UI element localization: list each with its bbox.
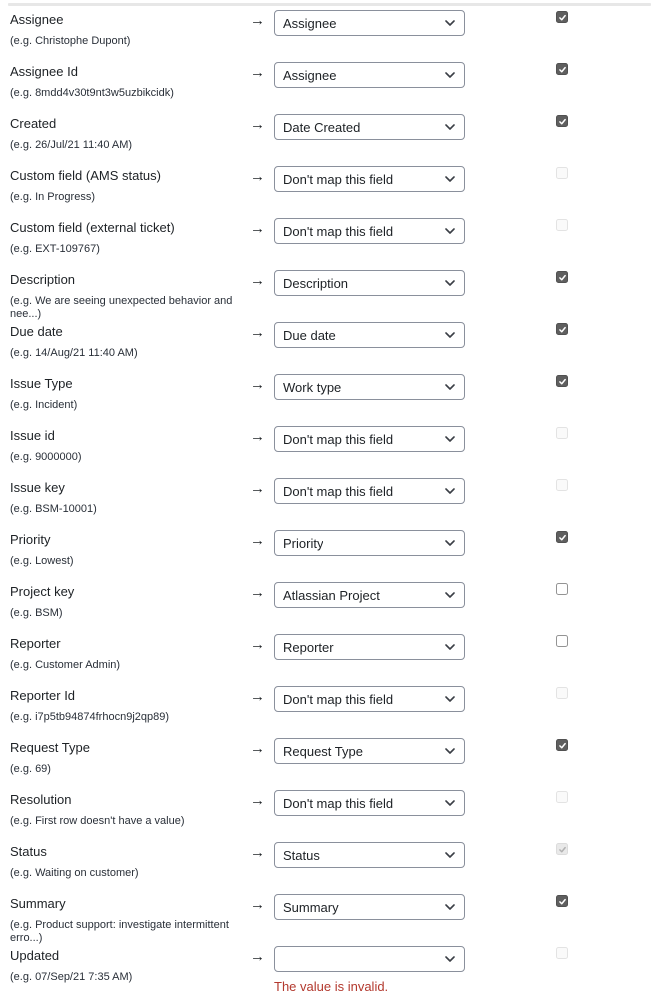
mapping-cell xyxy=(274,476,465,504)
include-field-checkbox xyxy=(556,791,568,803)
checkbox-cell xyxy=(556,60,568,75)
field-example: (e.g. 14/Aug/21 11:40 AM) xyxy=(10,347,138,359)
include-field-checkbox[interactable] xyxy=(556,271,568,283)
include-field-checkbox[interactable] xyxy=(556,115,568,127)
checkbox-cell xyxy=(556,216,568,231)
field-mapping-list xyxy=(0,8,659,996)
mapping-select[interactable] xyxy=(274,686,465,712)
include-field-checkbox[interactable] xyxy=(556,375,568,387)
field-mapping-row xyxy=(10,476,649,528)
checkbox-cell xyxy=(556,268,568,283)
checkbox-cell xyxy=(556,424,568,439)
chevron-down-icon xyxy=(445,800,455,806)
chevron-down-icon xyxy=(445,644,455,650)
include-field-checkbox xyxy=(556,219,568,231)
field-mapping-row xyxy=(10,320,649,372)
mapping-select-value: Don't map this field xyxy=(283,795,394,811)
include-field-checkbox xyxy=(556,167,568,179)
include-field-checkbox xyxy=(556,947,568,959)
mapping-select-value: Work type xyxy=(283,379,342,395)
mapping-select-value: Don't map this field xyxy=(283,171,394,187)
field-example: (e.g. 8mdd4v30t9nt3w5uzbikcidk) xyxy=(10,87,174,99)
arrow-right-icon: → xyxy=(250,272,265,289)
field-mapping-row xyxy=(10,632,649,684)
chevron-down-icon xyxy=(445,748,455,754)
field-name: Custom field (external ticket) xyxy=(10,220,175,235)
mapping-select-value: Status xyxy=(283,847,320,863)
mapping-select-value: Summary xyxy=(283,899,339,915)
top-divider xyxy=(8,3,651,6)
arrow-right-icon: → xyxy=(250,12,265,29)
chevron-down-icon xyxy=(445,124,455,130)
field-info xyxy=(10,528,250,568)
mapping-select[interactable] xyxy=(274,842,465,868)
mapping-select[interactable] xyxy=(274,478,465,504)
field-example: (e.g. BSM-10001) xyxy=(10,503,97,515)
checkbox-cell xyxy=(556,736,568,751)
field-name: Project key xyxy=(10,584,75,599)
field-info xyxy=(10,892,250,945)
field-name: Created xyxy=(10,116,57,131)
field-info xyxy=(10,788,250,828)
chevron-down-icon xyxy=(445,280,455,286)
field-example: (e.g. Product support: investigate intermittent erro...) xyxy=(10,919,229,944)
field-example: (e.g. Customer Admin) xyxy=(10,659,121,671)
mapping-select-value: Atlassian Project xyxy=(283,587,380,603)
field-mapping-row xyxy=(10,60,649,112)
field-mapping-row xyxy=(10,788,649,840)
arrow-right-icon: → xyxy=(250,220,265,237)
field-example: (e.g. Lowest) xyxy=(10,555,74,567)
mapping-select[interactable] xyxy=(274,894,465,920)
mapping-cell xyxy=(274,944,465,994)
include-field-checkbox xyxy=(556,479,568,491)
mapping-cell xyxy=(274,892,465,920)
arrow-right-icon: → xyxy=(250,116,265,133)
mapping-cell xyxy=(274,60,465,88)
mapping-select[interactable] xyxy=(274,218,465,244)
arrow-right-icon: → xyxy=(250,376,265,393)
field-name: Issue id xyxy=(10,428,55,443)
include-field-checkbox xyxy=(556,427,568,439)
mapping-select[interactable] xyxy=(274,738,465,764)
mapping-select-value: Don't map this field xyxy=(283,483,394,499)
mapping-cell xyxy=(274,840,465,868)
field-mapping-row xyxy=(10,8,649,60)
mapping-cell xyxy=(274,112,465,140)
mapping-cell xyxy=(274,268,465,296)
chevron-down-icon xyxy=(445,852,455,858)
mapping-select[interactable] xyxy=(274,62,465,88)
mapping-select[interactable] xyxy=(274,374,465,400)
arrow-right-icon: → xyxy=(250,844,265,861)
field-info xyxy=(10,632,250,672)
field-mapping-row xyxy=(10,268,649,320)
arrow-right-icon: → xyxy=(250,324,265,341)
field-example: (e.g. BSM) xyxy=(10,607,63,619)
error-message: The value is invalid. xyxy=(274,979,389,994)
checkbox-cell xyxy=(556,112,568,127)
field-info xyxy=(10,164,250,204)
field-mapping-row xyxy=(10,580,649,632)
field-info xyxy=(10,736,250,776)
arrow-right-icon: → xyxy=(250,532,265,549)
chevron-down-icon xyxy=(445,228,455,234)
include-field-checkbox xyxy=(556,687,568,699)
include-field-checkbox[interactable] xyxy=(556,635,568,647)
mapping-cell xyxy=(274,216,465,244)
field-mapping-row xyxy=(10,112,649,164)
field-name: Priority xyxy=(10,532,51,547)
include-field-checkbox[interactable] xyxy=(556,11,568,23)
include-field-checkbox[interactable] xyxy=(556,531,568,543)
mapping-select-value: Due date xyxy=(283,327,336,343)
mapping-select[interactable] xyxy=(274,10,465,36)
mapping-cell xyxy=(274,528,465,556)
arrow-right-icon: → xyxy=(250,948,265,965)
mapping-select[interactable] xyxy=(274,114,465,140)
mapping-select-value: Request Type xyxy=(283,743,363,759)
field-info xyxy=(10,268,250,321)
mapping-select-value: Assignee xyxy=(283,15,337,31)
field-mapping-row xyxy=(10,372,649,424)
field-info xyxy=(10,684,250,724)
chevron-down-icon xyxy=(445,540,455,546)
mapping-select-value: Assignee xyxy=(283,67,337,83)
field-example: (e.g. In Progress) xyxy=(10,191,95,203)
arrow-right-icon: → xyxy=(250,792,265,809)
mapping-select-value: Don't map this field xyxy=(283,691,394,707)
field-mapping-row xyxy=(10,840,649,892)
arrow-right-icon: → xyxy=(250,896,265,913)
checkbox-cell xyxy=(556,788,568,803)
mapping-cell xyxy=(274,580,465,608)
checkbox-cell xyxy=(556,8,568,23)
field-info xyxy=(10,372,250,412)
chevron-down-icon xyxy=(445,332,455,338)
include-field-checkbox[interactable] xyxy=(556,739,568,751)
mapping-cell xyxy=(274,684,465,712)
field-example: (e.g. 69) xyxy=(10,763,51,775)
chevron-down-icon xyxy=(445,176,455,182)
chevron-down-icon xyxy=(445,592,455,598)
field-example: (e.g. 9000000) xyxy=(10,451,82,463)
field-name: Assignee Id xyxy=(10,64,78,79)
field-name: Reporter xyxy=(10,636,61,651)
mapping-select-value: Priority xyxy=(283,535,324,551)
field-name: Status xyxy=(10,844,47,859)
mapping-cell xyxy=(274,736,465,764)
mapping-cell xyxy=(274,8,465,36)
field-example: (e.g. 07/Sep/21 7:35 AM) xyxy=(10,971,133,983)
checkbox-cell xyxy=(556,580,568,595)
field-name: Resolution xyxy=(10,792,72,807)
field-info xyxy=(10,840,250,880)
mapping-select-value: Don't map this field xyxy=(283,431,394,447)
include-field-checkbox[interactable] xyxy=(556,323,568,335)
include-field-checkbox xyxy=(556,843,568,855)
mapping-select[interactable] xyxy=(274,270,465,296)
field-name: Custom field (AMS status) xyxy=(10,168,161,183)
field-info xyxy=(10,476,250,516)
field-example: (e.g. i7p5tb94874frhocn9j2qp89) xyxy=(10,711,170,723)
arrow-right-icon: → xyxy=(250,584,265,601)
arrow-right-icon: → xyxy=(250,428,265,445)
mapping-select[interactable] xyxy=(274,790,465,816)
mapping-select[interactable] xyxy=(274,634,465,660)
checkbox-cell xyxy=(556,528,568,543)
field-info xyxy=(10,8,250,48)
chevron-down-icon xyxy=(445,904,455,910)
chevron-down-icon xyxy=(445,72,455,78)
mapping-cell xyxy=(274,424,465,452)
mapping-select[interactable] xyxy=(274,582,465,608)
mapping-select[interactable] xyxy=(274,322,465,348)
field-mapping-row xyxy=(10,216,649,268)
include-field-checkbox[interactable] xyxy=(556,583,568,595)
field-example: (e.g. Christophe Dupont) xyxy=(10,35,131,47)
mapping-cell xyxy=(274,372,465,400)
field-example: (e.g. EXT-109767) xyxy=(10,243,100,255)
include-field-checkbox[interactable] xyxy=(556,63,568,75)
chevron-down-icon xyxy=(445,956,455,962)
include-field-checkbox[interactable] xyxy=(556,895,568,907)
mapping-select-value: Description xyxy=(283,275,349,291)
field-example: (e.g. First row doesn't have a value) xyxy=(10,815,185,827)
field-name: Updated xyxy=(10,948,60,963)
field-name: Issue key xyxy=(10,480,65,495)
chevron-down-icon xyxy=(445,696,455,702)
field-example: (e.g. We are seeing unexpected behavior and nee...) xyxy=(10,295,233,320)
field-info xyxy=(10,320,250,360)
checkbox-cell xyxy=(556,320,568,335)
chevron-down-icon xyxy=(445,436,455,442)
mapping-select[interactable] xyxy=(274,166,465,192)
field-name: Assignee xyxy=(10,12,64,27)
field-info xyxy=(10,944,250,984)
checkbox-cell xyxy=(556,892,568,907)
mapping-select[interactable] xyxy=(274,426,465,452)
field-mapping-row xyxy=(10,944,649,996)
field-info xyxy=(10,216,250,256)
mapping-select-value: Date Created xyxy=(283,119,361,135)
field-mapping-row xyxy=(10,424,649,476)
field-mapping-row xyxy=(10,164,649,216)
field-mapping-row xyxy=(10,684,649,736)
chevron-down-icon xyxy=(445,488,455,494)
field-info xyxy=(10,112,250,152)
arrow-right-icon: → xyxy=(250,688,265,705)
mapping-cell xyxy=(274,788,465,816)
checkbox-cell xyxy=(556,164,568,179)
mapping-cell xyxy=(274,632,465,660)
field-mapping-row xyxy=(10,528,649,580)
field-example: (e.g. Incident) xyxy=(10,399,78,411)
mapping-select[interactable] xyxy=(274,946,465,972)
field-example: (e.g. 26/Jul/21 11:40 AM) xyxy=(10,139,133,151)
field-name: Summary xyxy=(10,896,66,911)
mapping-select[interactable] xyxy=(274,530,465,556)
field-name: Request Type xyxy=(10,740,90,755)
field-name: Due date xyxy=(10,324,63,339)
chevron-down-icon xyxy=(445,384,455,390)
field-mapping-row xyxy=(10,892,649,944)
field-name: Issue Type xyxy=(10,376,73,391)
mapping-cell xyxy=(274,164,465,192)
arrow-right-icon: → xyxy=(250,168,265,185)
arrow-right-icon: → xyxy=(250,480,265,497)
mapping-select-value: Reporter xyxy=(283,639,334,655)
field-info xyxy=(10,60,250,100)
checkbox-cell xyxy=(556,372,568,387)
arrow-right-icon: → xyxy=(250,740,265,757)
mapping-cell xyxy=(274,320,465,348)
field-info xyxy=(10,580,250,620)
field-name: Description xyxy=(10,272,76,287)
checkbox-cell xyxy=(556,684,568,699)
field-example: (e.g. Waiting on customer) xyxy=(10,867,139,879)
checkbox-cell xyxy=(556,476,568,491)
field-info xyxy=(10,424,250,464)
arrow-right-icon: → xyxy=(250,636,265,653)
arrow-right-icon: → xyxy=(250,64,265,81)
chevron-down-icon xyxy=(445,20,455,26)
checkbox-cell xyxy=(556,632,568,647)
mapping-select-value: Don't map this field xyxy=(283,223,394,239)
field-mapping-row xyxy=(10,736,649,788)
field-name: Reporter Id xyxy=(10,688,76,703)
checkbox-cell xyxy=(556,840,568,855)
checkbox-cell xyxy=(556,944,568,959)
